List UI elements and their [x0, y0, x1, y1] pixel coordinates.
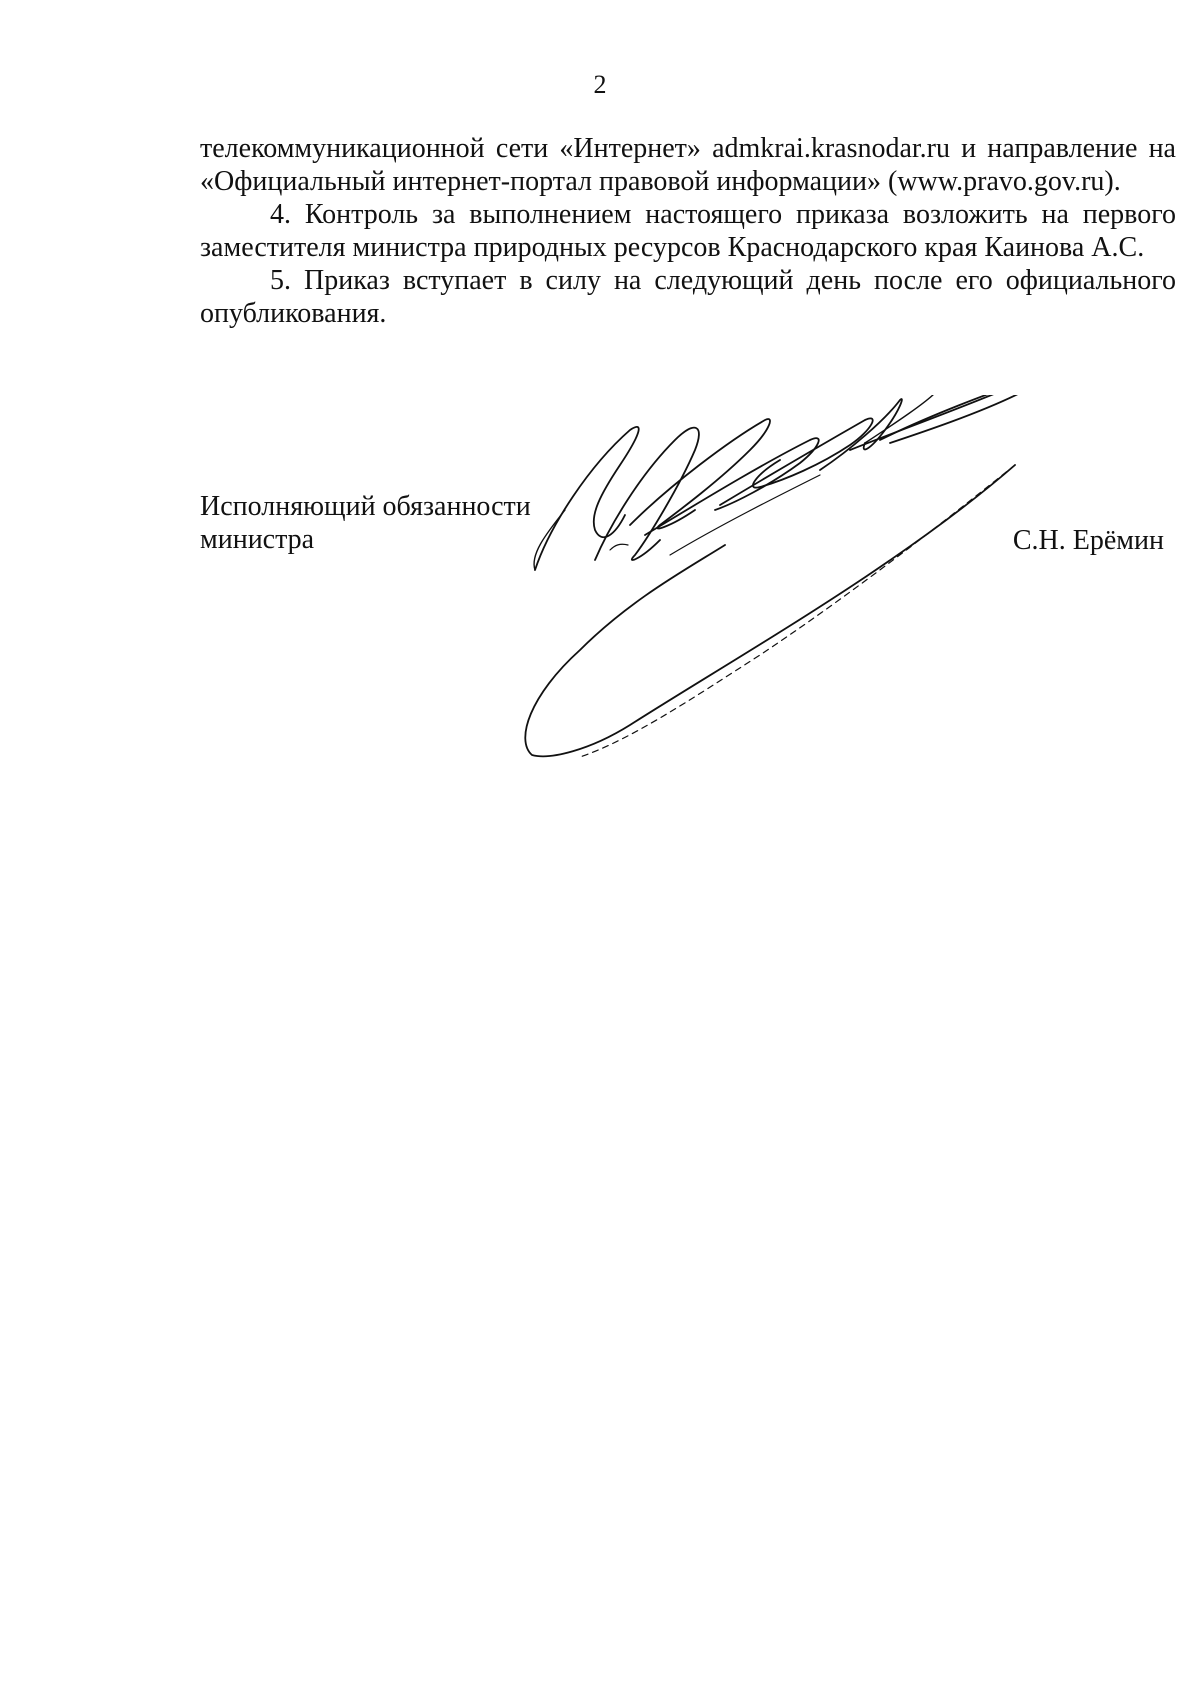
signer-name: С.Н. Ерёмин [1012, 525, 1164, 556]
paragraph-item-4: 4. Контроль за выполнением настоящего приказа возложить на первого заместителя министра природных ресурсов Краснодарского края Каинова А.С. [200, 199, 1176, 263]
page-number: 2 [593, 70, 607, 99]
signer-title-line-1: Исполняющий обязанности [200, 491, 531, 522]
signer-title [200, 490, 531, 556]
signer-title-line-2: министра [200, 524, 315, 555]
paragraph-item-5: 5. Приказ вступает в силу на следующий день после его официального опубликования. [200, 265, 1176, 329]
handwritten-signature [520, 395, 1140, 775]
document-body [200, 132, 1176, 330]
paragraph-continuation: телекоммуникационной сети «Интернет» admkrai.krasnodar.ru и направление на «Официальный интернет-портал правовой информации» (www.pravo.gov.ru). [200, 133, 1176, 197]
